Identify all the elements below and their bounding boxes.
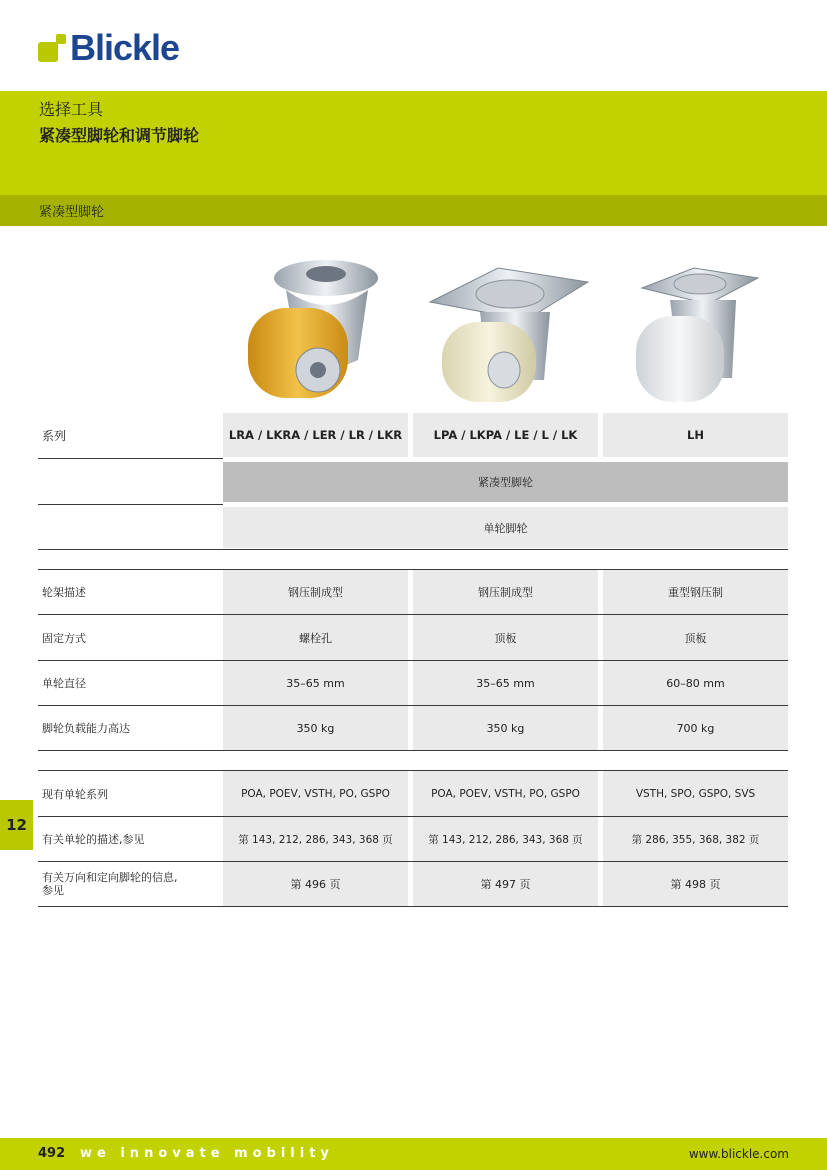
page-number: 492	[38, 1146, 66, 1161]
series-cell-3: LH	[603, 413, 788, 457]
spec-cell: 35–65 mm	[413, 661, 598, 705]
section-banner	[0, 195, 827, 226]
white-top-plate-caster-image	[608, 250, 788, 405]
info-label-line-2: 参见	[42, 884, 64, 897]
spec-cell: 顶板	[413, 615, 598, 660]
website-link[interactable]: www.blickle.com	[688, 1147, 789, 1161]
spec-cell: 钢压制成型	[413, 570, 598, 614]
info-cell: 第 143, 212, 286, 343, 368 页	[413, 817, 598, 861]
spec-cell: 顶板	[603, 615, 788, 660]
page-subtitle: 紧凑型脚轮和调节脚轮	[39, 126, 200, 145]
series-label: 系列	[42, 428, 67, 443]
section-title: 紧凑型脚轮	[39, 205, 105, 220]
info-cell: 第 143, 212, 286, 343, 368 页	[223, 817, 408, 861]
spec-cell: 螺栓孔	[223, 615, 408, 660]
info-label-line-1: 有关万向和定向脚轮的信息,	[42, 871, 178, 884]
info-cell: 第 498 页	[603, 862, 788, 906]
spec-cell: 350 kg	[223, 706, 408, 750]
info-cell: 第 286, 355, 368, 382 页	[603, 817, 788, 861]
info-cell: POA, POEV, VSTH, PO, GSPO	[223, 771, 408, 816]
chapter-tab: 12	[0, 800, 33, 850]
page-title: 选择工具	[39, 100, 104, 119]
spec-label-mounting: 固定方式	[42, 631, 86, 645]
info-cell: POA, POEV, VSTH, PO, GSPO	[413, 771, 598, 816]
spec-label-diameter: 单轮直径	[42, 677, 86, 690]
header-banner	[0, 91, 827, 195]
divider	[38, 458, 223, 459]
divider	[38, 906, 788, 907]
spec-cell: 钢压制成型	[223, 570, 408, 614]
series-cell-1: LRA / LKRA / LER / LR / LKR	[223, 413, 408, 457]
spec-label-frame: 轮架描述	[42, 586, 86, 599]
category-row: 紧凑型脚轮	[223, 462, 788, 502]
spec-cell: 重型钢压制	[603, 570, 788, 614]
spec-cell: 700 kg	[603, 706, 788, 750]
spec-label-load: 脚轮负载能力高达	[42, 722, 130, 735]
spec-cell: 60–80 mm	[603, 661, 788, 705]
divider	[38, 750, 788, 751]
cream-top-plate-caster-image	[418, 250, 598, 405]
info-label-wheels: 现有单轮系列	[42, 787, 108, 801]
info-cell: 第 496 页	[223, 862, 408, 906]
logo-mark-icon	[38, 34, 66, 62]
info-cell: VSTH, SPO, GSPO, SVS	[603, 771, 788, 816]
info-cell: 第 497 页	[413, 862, 598, 906]
divider	[38, 549, 788, 550]
spec-cell: 35–65 mm	[223, 661, 408, 705]
spec-cell: 350 kg	[413, 706, 598, 750]
blickle-logo	[38, 27, 180, 68]
divider	[38, 504, 223, 505]
logo-text: Blickle	[70, 27, 180, 68]
info-label-wheel-pages: 有关单轮的描述,参见	[42, 833, 145, 846]
info-label-caster-pages	[42, 862, 178, 906]
series-cell-2: LPA / LKPA / LE / L / LK	[413, 413, 598, 457]
yellow-bolt-hole-caster-image	[228, 250, 408, 405]
slogan: we innovate mobility	[80, 1146, 334, 1161]
footer	[0, 1138, 827, 1170]
type-row: 单轮脚轮	[223, 507, 788, 548]
